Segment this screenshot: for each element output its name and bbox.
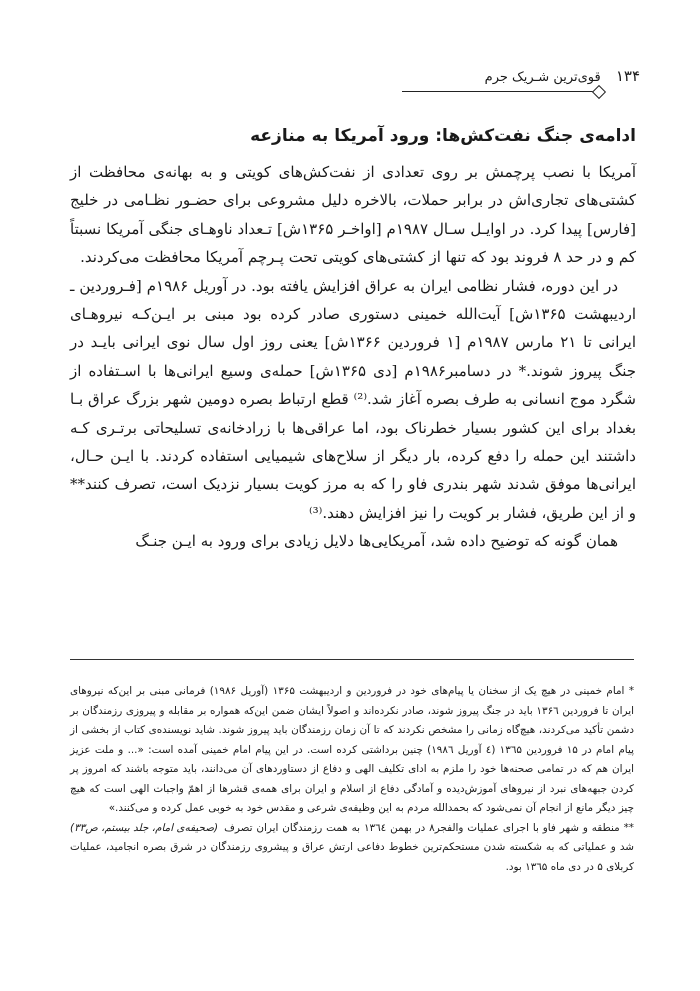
footnote-text: ** منطقه و شهر فاو با اجرای عملیات والفجر۸ در بهمن ۱۳٦٤ به همت رزمندگان ایران تصرف شد و عملیاتی که به شکسته شدن مستحکم‌ترین خطوط دفاعی ارتش عراق و پیشروی رزمندگان در شرق بصره انجامید، عملیات کربلای ۵ در دی ماه ۱۳٦۵ بود. bbox=[70, 821, 634, 873]
page-number: ۱۳۴ bbox=[615, 67, 640, 85]
running-title: قوی‌ترین شـریک جرم bbox=[484, 70, 601, 85]
body-text bbox=[70, 158, 636, 556]
paragraph: در این دوره، فشار نظامی ایران به عراق افزایش یافته بود. در آوریل ۱۹۸۶م [فـروردین ـ اردیبهشت ۱۳۶۵ش] آیت‌الله خمینی دستوری صادر کرده بود مبنی بر ایـن‌کـه نیروهـای ایرانی تا ۲۱ مارس ۱۹۸۷م [۱ فروردین ۱۳۶۶ش] یعنی روز اول سال نوی ایرانی بایـد در جنگ پیروز شوند.* در دسامبر۱۹۸۶م [دی ۱۳۶۵ش] حمله‌ی وسیع ایرانی‌ها با اسـتفاده از شگرد موج انسانی به طرف بصره آغاز شد.⁽²⁾ قطع ارتباط بصره دومین شهر بزرگ عراق بـا بغداد برای این کشور بسیار خطرناک بود، اما عراقی‌ها با زرادخانه‌ی تسلیحاتی برتـری کـه داشتند این حمله را دفع کرده، بار دیگر از سلاح‌های شیمیایی استفاده کردند. با ایـن حـال، ایرانی‌ها موفق شدند شهر بندری فاو را که به مرز کویت بسیار نزدیک است، تصرف کنند** و از این طریق، فشار بر کویت را نیز افزایش دهند.⁽³⁾ bbox=[70, 276, 636, 522]
footnote bbox=[70, 682, 635, 834]
footnote-divider bbox=[70, 659, 634, 660]
paragraph: آمریکا با نصب پرچمش بر روی تعدادی از نفت‌کش‌های کویتی و به بهانه‌ی محافظت از کشتی‌های تجاری‌اش در برابر حملات، بالاخره دلیل مشروعی برای حضـور نظـامی در خلیج [فارس] پیدا کرد. در اوایـل سـال ۱۹۸۷م [اواخـر ۱۳۶۵ش] تـعداد ناوهـای جنگی آمریکا نسبتاً کم و در حد ۸ فروند بود که تنها از کشتی‌های کویتی تحت پـرچم آمریکا محافظت می‌کردند. bbox=[70, 163, 637, 267]
paragraph: همان گونه که توضیح داده شد، آمریکایی‌ها دلایل زیادی برای ورود به ایـن جنـگ bbox=[135, 532, 618, 551]
footnote-text: * امام خمینی در هیچ یک از سخنان یا پیام‌های خود در فروردین و اردیبهشت ۱۳۶۵ (آوریل ۱۹۸۶) فرمانی مبنی بر این‌که نیروهای ایران تا فروردین ۱۳۶٦ باید در جنگ پیروز شوند، صادر نکرده‌اند و اصولاً ایشان ضمن این‌که همواره بر مقابله و پیروزی رزمندگان بر دشمن تأکید می‌کردند، هیچ‌گاه زمانی را مشخص نکردند که تا آن زمان رزمندگان باید پیروز شوند. شاید نویسنده‌ی کتاب از بخشی از پیام امام در ۱۵ فروردین ۱۳٦۵ (٤ آوریل ۱۹۸٦) چنین برداشتی کرده است. در این پیام امام خمینی آمده است: «... و ملت عزیز ایران هم که در تمامی صحنه‌ها خود را ملزم به ادای تکلیف الهی و دفاع از دستاوردهای آن می‌دانند، باید متوجه باشند که امروز پر کردن جبهه‌های نبرد از نیروهای آموزش‌دیده و آمادگی دفاع از اسلام و ایران برای همه‌ی قشرها از اهمّ واجبات الهی است که هیچ چیز دیگر مانع از انجام آن نمی‌شود که بحمدالله مردم به این وظیفه‌ی شرعی و مقدس خود به خوبی عمل کرده و می‌کنند.» bbox=[70, 685, 635, 814]
footnote-source: (صحیفه‌ی امام، جلد بیستم، ص۳۳) bbox=[70, 821, 219, 834]
footnotes bbox=[70, 682, 634, 877]
running-header bbox=[402, 66, 640, 92]
header-rule bbox=[402, 91, 598, 92]
section-title: ادامه‌ی جنگ نفت‌کش‌ها: ورود آمریکا به منازعه bbox=[250, 126, 636, 146]
header-diamond-ornament bbox=[592, 85, 606, 99]
